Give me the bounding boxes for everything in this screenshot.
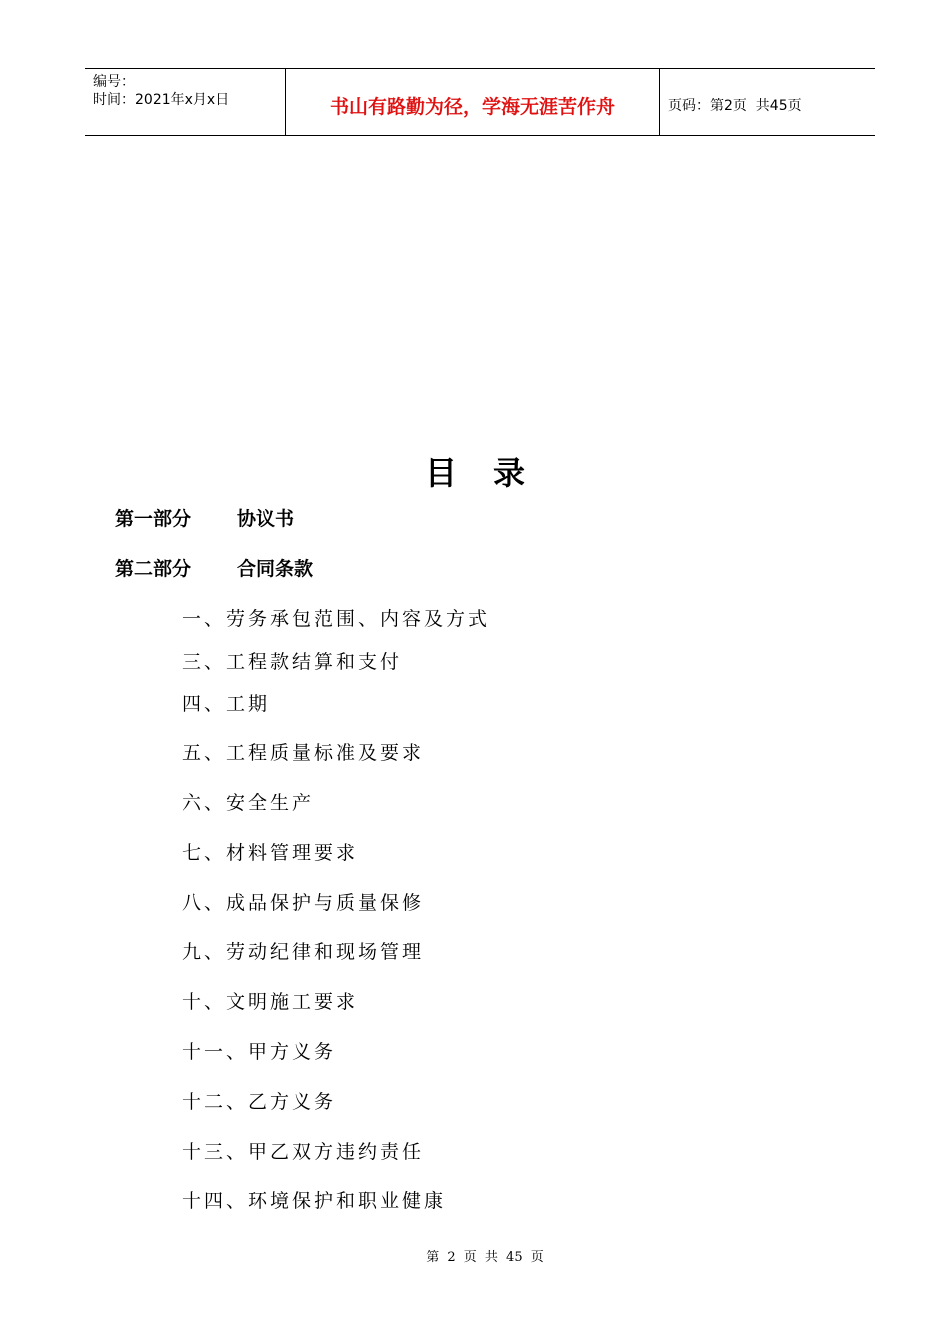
toc-item: 十四、环境保护和职业健康 xyxy=(182,1190,447,1212)
header-page-info: 页码：第2页 共45页 xyxy=(668,98,802,114)
toc-item: 四、工期 xyxy=(182,693,271,715)
page-header xyxy=(85,68,875,136)
toc-title: 目录 xyxy=(424,454,561,492)
header-time-label: 时间：2021年x月x日 xyxy=(93,92,230,108)
toc-item: 一、劳务承包范围、内容及方式 xyxy=(182,608,491,630)
toc-part-name: 第二部分 xyxy=(115,558,192,580)
toc-part-2 xyxy=(115,554,313,581)
toc-item: 七、材料管理要求 xyxy=(182,842,359,864)
toc-item: 六、安全生产 xyxy=(182,792,315,814)
toc-item: 三、工程款结算和支付 xyxy=(182,651,403,673)
header-number-label: 编号： xyxy=(93,74,135,90)
toc-item: 九、劳动纪律和现场管理 xyxy=(182,941,425,963)
header-meta xyxy=(85,69,285,135)
toc-item: 五、工程质量标准及要求 xyxy=(182,742,425,764)
toc-part-title: 协议书 xyxy=(237,508,295,530)
toc-item: 十、文明施工要求 xyxy=(182,991,359,1013)
toc-item: 八、成品保护与质量保修 xyxy=(182,892,425,914)
header-motto: 书山有路勤为径，学海无涯苦作舟 xyxy=(329,95,615,118)
toc-item: 十二、乙方义务 xyxy=(182,1091,337,1113)
toc-item: 十一、甲方义务 xyxy=(182,1041,337,1063)
toc-part-1 xyxy=(115,504,294,531)
toc-item: 十三、甲乙双方违约责任 xyxy=(182,1141,425,1163)
toc-part-title: 合同条款 xyxy=(237,558,314,580)
page-footer: 第 2 页 共 45 页 xyxy=(426,1250,544,1265)
toc-part-name: 第一部分 xyxy=(115,508,192,530)
